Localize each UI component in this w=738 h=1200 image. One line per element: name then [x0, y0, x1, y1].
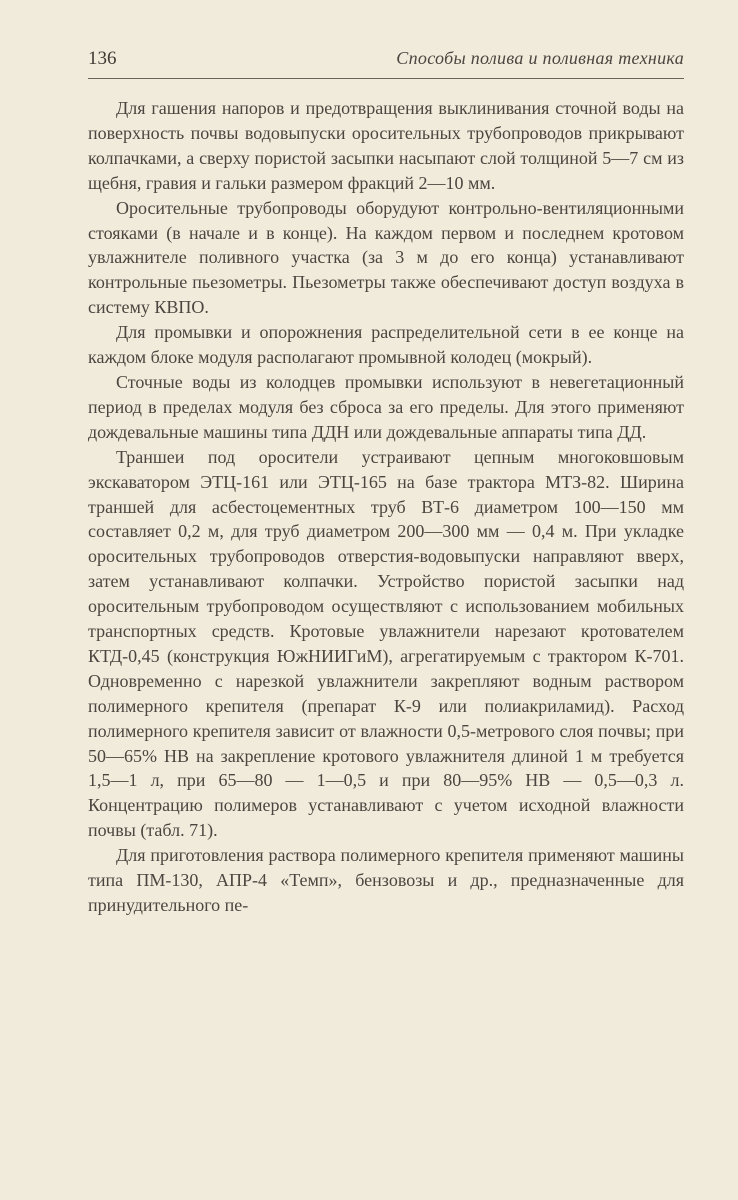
paragraph: Оросительные трубопроводы оборудуют контрольно-вентиляционными стояками (в начале и в конце). На каждом первом и последнем кротовом увлажнителе поливного участка (за 3 м до его конца) устанавливают контрольные пьезометры. Пьезометры также обеспечивают доступ воздуха в систему КВПО.: [88, 197, 684, 318]
page-header: [88, 48, 684, 79]
page-number: 136: [88, 48, 117, 69]
running-title: Способы полива и поливная техника: [396, 48, 684, 68]
paragraph: Для гашения напоров и предотвращения выклинивания сточной воды на поверхность почвы водовыпуски оросительных трубопроводов прикрывают колпачками, а сверху пористой засыпки насыпают слой толщиной 5—7 см из щебня, гравия и гальки размером фракций 2—10 мм.: [88, 98, 684, 193]
paragraph: Сточные воды из колодцев промывки используют в невегетационный период в пределах модуля без сброса за его пределы. Для этого применяют дождевальные машины типа ДДН или дождевальные аппараты типа ДД.: [88, 371, 684, 442]
paragraph: Траншеи под оросители устраивают цепным многоковшовым экскаватором ЭТЦ-161 или ЭТЦ-165 на базе трактора МТЗ-82. Ширина траншей для асбестоцементных труб ВТ-6 диаметром 100—150 мм составляет 0,2 м, для труб диаметром 200—300 мм — 0,4 м. При укладке оросительных трубопроводов отверстия-водовыпуски направляют вверх, затем устанавливают колпачки. Устройство пористой засыпки над оросительным трубопроводом осуществляют с использованием мобильных транспортных средств. Кротовые увлажнители нарезают кротователем КТД-0,45 (конструкция ЮжНИИГиМ), агрегатируемым с трактором К-701. Одновременно с нарезкой увлажнители закрепляют водным раствором полимерного крепителя (препарат К-9 или полиакриламид). Расход полимерного крепителя зависит от влажности 0,5-метрового слоя почвы; при 50—65% НВ на закрепление кротового увлажнителя длиной 1 м требуется 1,5—1 л, при 65—80 — 1—0,5 и при 80—95% НВ — 0,5—0,3 л. Концентрацию полимеров устанавливают с учетом исходной влажности почвы (табл. 71).: [88, 446, 684, 841]
body-text: [88, 96, 684, 918]
paragraph: Для приготовления раствора полимерного крепителя применяют машины типа ПМ-130, АПР-4 «Темп», бензовозы и др., предназначенные для принудительного пе-: [88, 845, 684, 915]
paragraph: Для промывки и опорожнения распределительной сети в ее конце на каждом блоке модуля располагают промывной колодец (мокрый).: [88, 322, 684, 368]
